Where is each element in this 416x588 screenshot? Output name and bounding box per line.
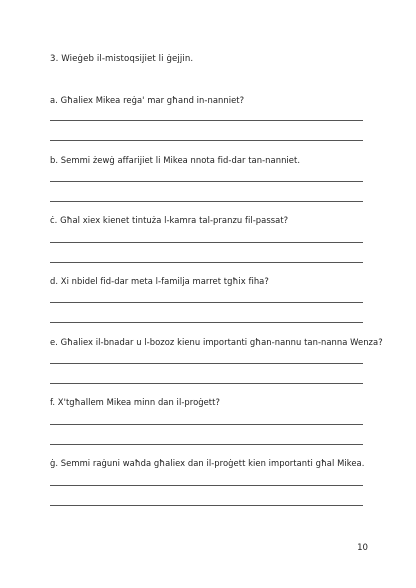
answer-line (50, 181, 363, 182)
answer-line (50, 201, 363, 202)
question-text: ġ. Semmi raġuni waħda għaliex dan il-proġett kien importanti għal Mikea. (50, 458, 365, 468)
answer-line (50, 505, 363, 506)
answer-line (50, 242, 363, 243)
question-text: f. X'tgħallem Mikea minn dan il-proġett? (50, 397, 220, 407)
answer-line (50, 424, 363, 425)
answer-line (50, 302, 363, 303)
exercise-heading: 3. Wieġeb il-mistoqsijiet li ġejjin. (50, 54, 194, 64)
answer-line (50, 363, 363, 364)
answer-line (50, 444, 363, 445)
answer-line (50, 262, 363, 263)
page-number: 10 (357, 543, 368, 553)
answer-line (50, 485, 363, 486)
answer-line (50, 322, 363, 323)
question-text: d. Xi nbidel fid-dar meta l-familja marret tgħix fiha? (50, 276, 269, 286)
answer-line (50, 383, 363, 384)
question-text: a. Għaliex Mikea reġa' mar għand in-nanniet? (50, 95, 245, 105)
question-text: e. Għaliex il-bnadar u l-bozoz kienu importanti għan-nannu tan-nanna Wenza? (50, 337, 383, 347)
question-text: ċ. Għal xiex kienet tintuża l-kamra tal-pranzu fil-passat? (50, 215, 289, 225)
answer-line (50, 140, 363, 141)
question-text: b. Semmi żewġ affarijiet li Mikea nnota fid-dar tan-nanniet. (50, 155, 301, 165)
answer-line (50, 120, 363, 121)
